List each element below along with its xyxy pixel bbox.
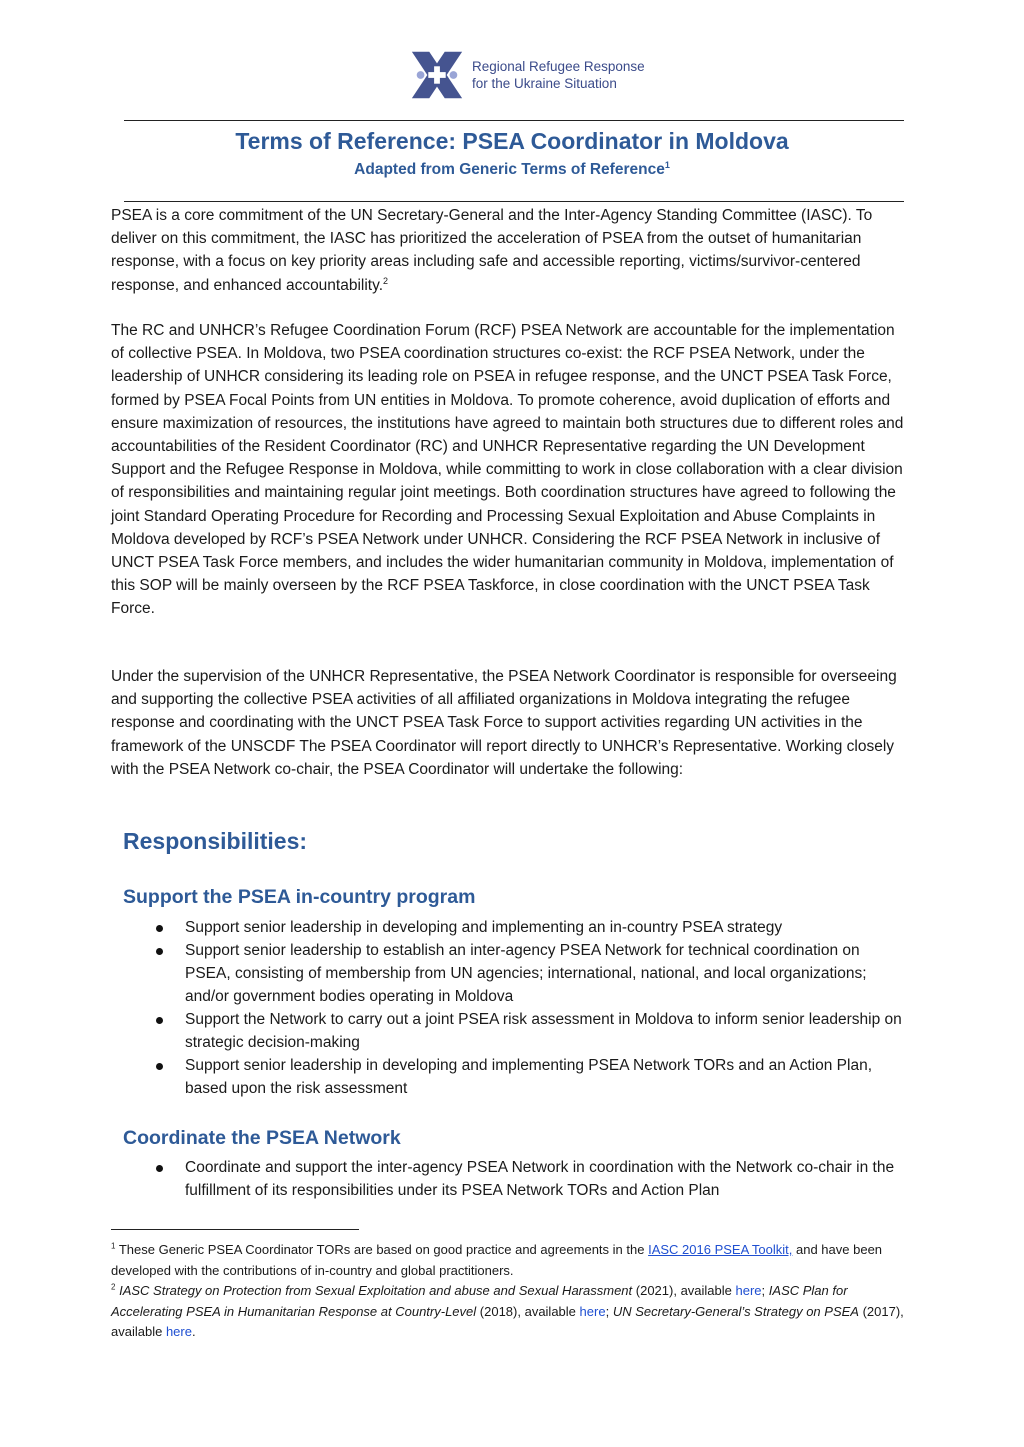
bullet-icon [156, 1017, 163, 1024]
footnote-2-number: 2 [111, 1282, 116, 1292]
footnote-2-end: . [191, 1324, 196, 1339]
header-divider-bottom [124, 201, 904, 202]
list-item [153, 916, 903, 939]
iasc-toolkit-link[interactable]: IASC 2016 PSEA Toolkit, [648, 1242, 793, 1257]
footnote-2-text-3: (2017), available [111, 1303, 904, 1339]
footnote-2-title-2: IASC Plan for Accelerating PSEA in Humanitarian Response at Country-Level [111, 1283, 848, 1319]
header-org-line2: for the Ukraine Situation [472, 76, 617, 91]
list-item-text: Support senior leadership to establish an inter-agency PSEA Network for technical coordination on PSEA, consisting of membership from UN agencies; international, national, and local organizations; and/or government bodies operating in Moldova [185, 942, 867, 1005]
plan-here-link[interactable]: here [579, 1303, 606, 1319]
support-list [153, 916, 903, 1100]
footnote-2-text-2: (2018), available [479, 1303, 576, 1319]
header-org-line1: Regional Refugee Response [472, 59, 645, 74]
bullet-icon [156, 1063, 163, 1070]
footnote-2 [111, 1281, 911, 1343]
subtitle-text: Adapted from Generic Terms of Reference [354, 161, 665, 178]
header-org-name [472, 58, 645, 92]
footnote-1 [111, 1240, 911, 1281]
list-item [153, 1054, 903, 1100]
header-logo [408, 44, 645, 106]
intro-footnote-ref[interactable]: 2 [383, 275, 389, 286]
footnote-2-title-1: IASC Strategy on Protection from Sexual Exploitation and abuse and Sexual Harassment [119, 1283, 633, 1298]
section-heading-support: Support the PSEA in-country program [123, 886, 476, 908]
footnote-2-text-1: (2021), available [635, 1283, 732, 1298]
list-item [153, 1156, 903, 1202]
list-item-text: Coordinate and support the inter-agency PSEA Network in coordination with the Network co-chair in the fulfillment of its responsibilities under its PSEA Network TORs and Action Plan [185, 1159, 895, 1199]
list-item-text: Support the Network to carry out a joint PSEA risk assessment in Moldova to inform senior leadership on strategic decision-making [185, 1011, 902, 1051]
coordinate-list [153, 1156, 903, 1202]
header-divider-top [124, 120, 904, 121]
bullet-icon [156, 1165, 163, 1172]
section-heading-coordinate: Coordinate the PSEA Network [123, 1127, 401, 1149]
rrp-logo-icon [408, 46, 466, 104]
footnote-2-sep-1: ; [761, 1283, 766, 1298]
bullet-icon [156, 925, 163, 932]
subtitle-footnote-ref[interactable]: 1 [664, 159, 670, 170]
footnote-1-text: These Generic PSEA Coordinator TORs are based on good practice and agreements in the [118, 1242, 645, 1257]
footnote-1-text-end: and have been developed with the contributions of in-country and global practitioners. [111, 1242, 883, 1278]
responsibilities-heading: Responsibilities: [123, 828, 308, 854]
document-title: Terms of Reference: PSEA Coordinator in Moldova [235, 128, 789, 154]
list-item [153, 1008, 903, 1054]
document-subtitle [0, 161, 1024, 179]
sg-strategy-here-link[interactable]: here [165, 1324, 192, 1339]
strategy-here-link[interactable]: here [735, 1283, 762, 1298]
list-item [153, 939, 903, 1008]
footnote-2-title-3: UN Secretary-General’s Strategy on PSEA [612, 1303, 859, 1319]
list-item-text: Support senior leadership in developing and implementing PSEA Network TORs and an Action Plan, based upon the risk assessment [185, 1057, 873, 1097]
list-item-text: Support senior leadership in developing and implementing an in-country PSEA strategy [185, 919, 783, 936]
coordination-paragraph: The RC and UNHCR’s Refugee Coordination Forum (RCF) PSEA Network are accountable for the implementation of collective PSEA. In Moldova, two PSEA coordination structures co-exist: the RCF PSEA Network, under the leadership of UNHCR considering its leading role on PSEA in refugee response, and the UNCT PSEA Task Force, formed by PSEA Focal Points from UN entities in Moldova. To promote coherence, avoid duplication of efforts and ensure maximization of resources, the institutions have agreed to maintain both structures due to different roles and accountabilities of the Resident Coordinator (RC) and UNHCR Representative regarding the UN Development Support and the Refugee Response in Moldova, while committing to work in close collaboration with a clear division of responsibilities and maintaining regular joint meetings. Both coordination structures have agreed to following the joint Standard Operating Procedure for Recording and Processing Sexual Exploitation and Abuse Complaints in Moldova developed by RCF’s PSEA Network under UNHCR. Considering the RCF PSEA Network in inclusive of UNCT PSEA Task Force members, and includes the wider humanitarian community in Moldova, implementation of this SOP will be mainly overseen by the RCF PSEA Taskforce, in close coordination with the UNCT PSEA Task Force. [111, 322, 904, 618]
supervision-paragraph: Under the supervision of the UNHCR Representative, the PSEA Network Coordinator is responsible for overseeing and supporting the collective PSEA activities of all affiliated organizations in Moldova integrating the refugee response and coordinating with the UNCT PSEA Task Force to support activities regarding UN activities in the framework of the UNSCDF The PSEA Coordinator will report directly to UNHCR’s Representative. Working closely with the PSEA Network co-chair, the PSEA Coordinator will undertake the following: [111, 668, 897, 778]
footnote-2-sep-2: ; [605, 1303, 610, 1319]
footnote-1-number: 1 [111, 1241, 116, 1251]
footnote-divider [111, 1229, 359, 1230]
intro-paragraph [111, 204, 911, 297]
intro-paragraph-text: PSEA is a core commitment of the UN Secretary-General and the Inter-Agency Standing Committee (IASC). To deliver on this commitment, the IASC has prioritized the acceleration of PSEA from the outset of humanitarian response, with a focus on key priority areas including safe and accessible reporting, victims/survivor-centered response, and enhanced accountability. [111, 207, 873, 294]
bullet-icon [156, 948, 163, 955]
